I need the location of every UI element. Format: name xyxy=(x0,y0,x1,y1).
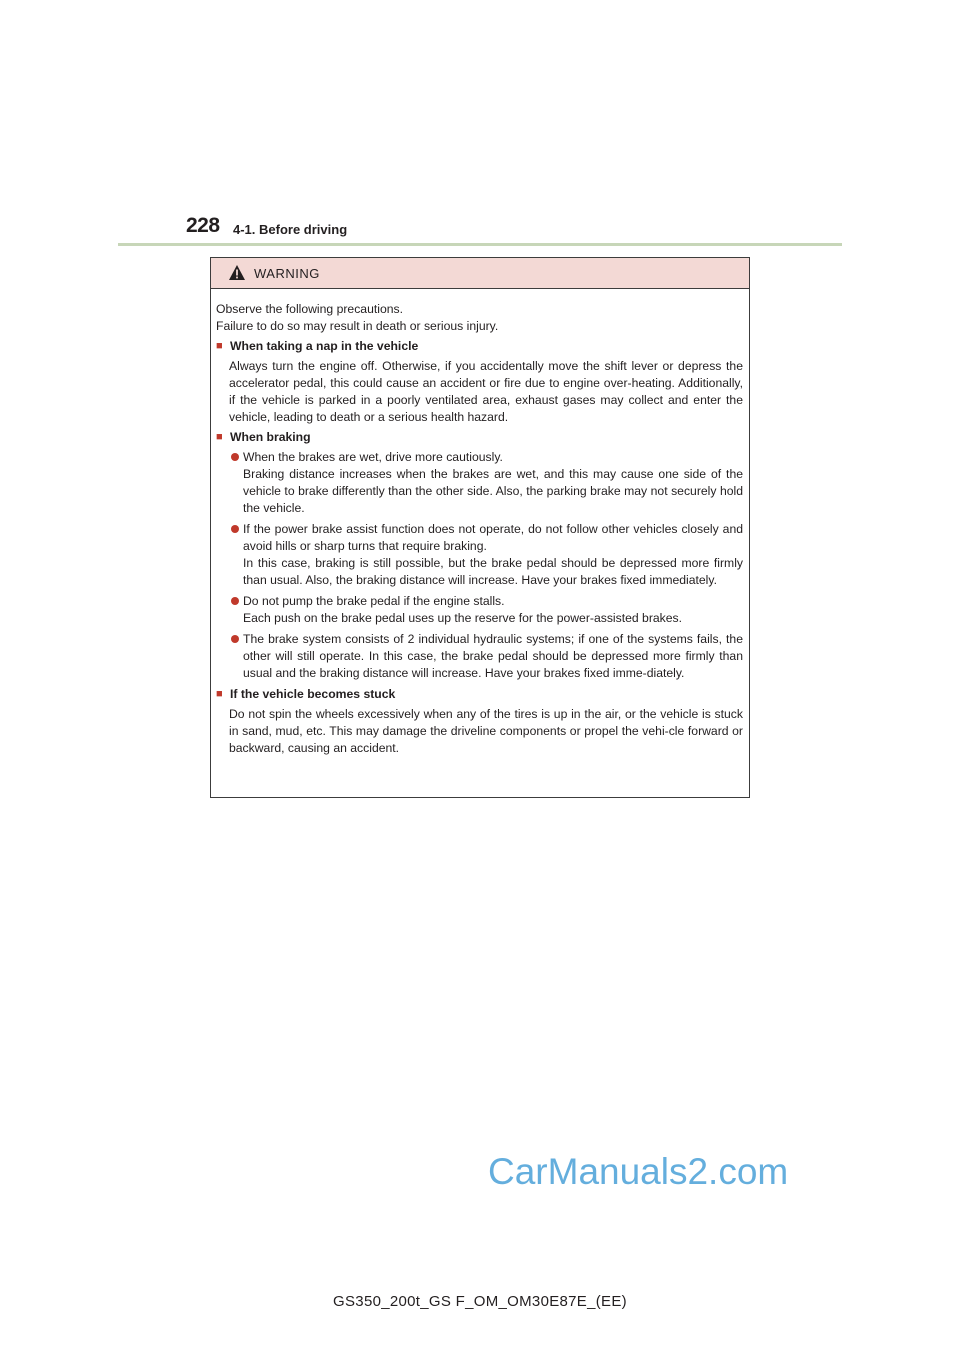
nap-heading-text: When taking a nap in the vehicle xyxy=(230,339,419,353)
braking-bullet-4 xyxy=(216,631,743,682)
section-title: 4-1. Before driving xyxy=(233,222,348,237)
warning-box xyxy=(210,257,750,798)
footer-document-code: GS350_200t_GS F_OM_OM30E87E_(EE) xyxy=(333,1293,627,1310)
round-bullet-icon xyxy=(231,597,239,605)
stuck-heading-text: If the vehicle becomes stuck xyxy=(230,687,396,701)
warning-title: WARNING xyxy=(254,266,320,281)
round-bullet-icon xyxy=(231,453,239,461)
braking-bullet-1 xyxy=(216,449,743,517)
round-bullet-icon xyxy=(231,525,239,533)
bullet-line: Each push on the brake pedal uses up the reserve for the power-assisted brakes. xyxy=(243,611,683,625)
bullet-line: The brake system consists of 2 individual hydraulic systems; if one of the systems fails, the other will still operate. In this case, the brake pedal should be depressed more firmly than usual and the braking distance will increase. Have your brakes fixed imme-diately. xyxy=(243,632,743,680)
watermark-link[interactable]: CarManuals2.com xyxy=(488,1151,789,1192)
square-bullet-icon: ■ xyxy=(216,340,223,352)
square-bullet-icon: ■ xyxy=(216,688,223,700)
nap-text: Always turn the engine off. Otherwise, if you accidentally move the shift lever or depress the accelerator pedal, this could cause an accident or fire due to engine over-heating. Additionally, if the vehicle is parked in a poorly ventilated area, exhaust gases may collect and enter the vehicle, leading to death or a serious health hazard. xyxy=(229,359,743,424)
warning-intro-1: Observe the following precautions. xyxy=(216,302,403,316)
braking-bullet-2 xyxy=(216,521,743,589)
stuck-heading xyxy=(216,686,743,703)
page-number: 228 xyxy=(186,214,220,237)
warning-intro-2: Failure to do so may result in death or serious injury. xyxy=(216,319,499,333)
warning-triangle-icon xyxy=(228,264,246,281)
nap-heading xyxy=(216,338,743,355)
square-bullet-icon: ■ xyxy=(216,431,223,443)
header-rule xyxy=(118,243,842,246)
bullet-line: Do not pump the brake pedal if the engine stalls. xyxy=(243,594,505,608)
bullet-line: In this case, braking is still possible, but the brake pedal should be depressed more firmly than usual. Also, the braking distance will increase. Have your brakes fixed immediately. xyxy=(243,556,743,587)
bullet-line: If the power brake assist function does not operate, do not follow other vehicles closely and avoid hills or sharp turns that require braking. xyxy=(243,522,743,553)
bullet-line: When the brakes are wet, drive more cautiously. xyxy=(243,450,503,464)
stuck-text: Do not spin the wheels excessively when any of the tires is up in the air, or the vehicle is stuck in sand, mud, etc. This may damage the driveline components or propel the vehi-cle forward or backward, causing an accident. xyxy=(229,707,743,755)
braking-heading xyxy=(216,429,743,446)
warning-header xyxy=(211,258,749,289)
braking-heading-text: When braking xyxy=(230,430,311,444)
round-bullet-icon xyxy=(231,635,239,643)
bullet-line: Braking distance increases when the brakes are wet, and this may cause one side of the vehicle to brake differently than the other side. Also, the parking brake may not securely hold the vehicle. xyxy=(243,467,743,515)
braking-bullet-3 xyxy=(216,593,743,627)
warning-body xyxy=(216,301,743,760)
